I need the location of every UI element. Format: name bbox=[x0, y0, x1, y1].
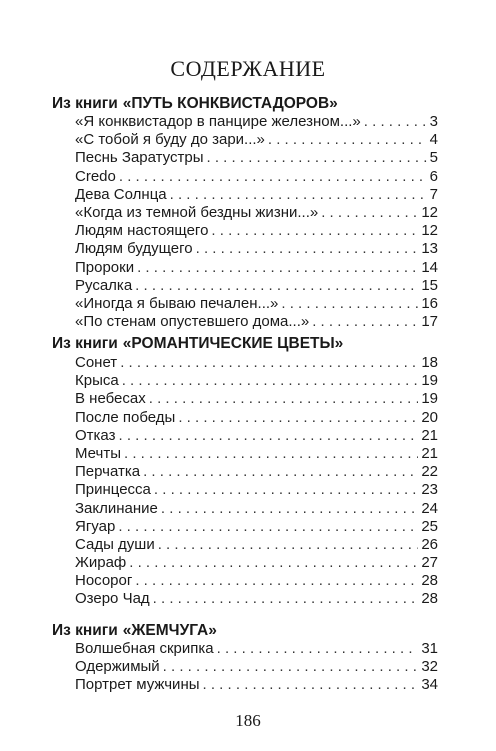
toc-entry bbox=[75, 295, 438, 313]
entry-title: «Когда из темной бездны жизни...» bbox=[75, 203, 319, 221]
entry-title: «Я конквистадор в панцире железном...» bbox=[75, 113, 361, 130]
entry-page: 24 bbox=[421, 499, 438, 517]
entry-title: Мечты bbox=[75, 444, 121, 462]
dot-leader bbox=[268, 131, 427, 149]
dot-leader bbox=[122, 372, 419, 390]
entry-page: 14 bbox=[421, 258, 438, 276]
entry-page: 26 bbox=[421, 535, 438, 553]
book-title: «ПУТЬ КОНКВИСТАДОРОВ» bbox=[122, 95, 338, 112]
dot-leader bbox=[118, 427, 418, 445]
toc-list bbox=[75, 354, 438, 609]
entry-title: Принцесса bbox=[75, 481, 151, 499]
toc-entry bbox=[75, 500, 438, 518]
entry-page: 7 bbox=[429, 185, 438, 203]
section-prefix: Из книги bbox=[52, 622, 118, 639]
toc-entry bbox=[75, 372, 438, 390]
entry-title: «Иногда я бываю печален...» bbox=[75, 294, 279, 312]
dot-leader bbox=[364, 113, 427, 131]
section-prefix: Из книги bbox=[52, 335, 118, 352]
entry-title: Людям настоящего bbox=[75, 222, 209, 240]
entry-title: В небесах bbox=[75, 390, 146, 408]
entry-page: 27 bbox=[421, 554, 438, 572]
toc-entry bbox=[75, 313, 438, 331]
dot-leader bbox=[119, 168, 427, 186]
entry-page: 18 bbox=[421, 354, 438, 371]
entry-page: 12 bbox=[421, 203, 438, 221]
entry-title: Крыса bbox=[75, 372, 119, 390]
entry-title: Носорог bbox=[75, 572, 133, 590]
toc-entry bbox=[75, 277, 438, 295]
entry-title: Портрет мужчины bbox=[75, 676, 200, 694]
entry-title: Волшебная скрипка bbox=[75, 640, 214, 657]
dot-leader bbox=[203, 676, 419, 694]
toc-entry bbox=[75, 536, 438, 554]
entry-title: Озеро Чад bbox=[75, 590, 150, 608]
entry-title: Дева Солнца bbox=[75, 185, 167, 203]
entry-page: 6 bbox=[429, 167, 438, 185]
dot-leader bbox=[211, 222, 418, 240]
toc-entry bbox=[75, 409, 438, 427]
dot-leader bbox=[120, 354, 418, 372]
entry-page: 25 bbox=[421, 517, 438, 535]
entry-title: Жираф bbox=[75, 554, 127, 572]
entry-title: Отказ bbox=[75, 426, 116, 444]
toc-entry bbox=[75, 640, 438, 658]
entry-title: После победы bbox=[75, 408, 176, 426]
dot-leader bbox=[154, 481, 418, 499]
entry-page: 28 bbox=[421, 572, 438, 590]
entry-page: 3 bbox=[429, 113, 438, 130]
entry-page: 4 bbox=[429, 131, 438, 149]
entry-page: 19 bbox=[421, 390, 438, 408]
toc-entry bbox=[75, 354, 438, 372]
entry-title: Credo bbox=[75, 167, 116, 185]
toc-entry bbox=[75, 113, 438, 131]
entry-page: 17 bbox=[421, 313, 438, 331]
entry-page: 22 bbox=[421, 463, 438, 481]
entry-page: 5 bbox=[429, 149, 438, 167]
entry-title: Песнь Заратустры bbox=[75, 149, 204, 167]
toc-entry bbox=[75, 222, 438, 240]
dot-leader bbox=[124, 445, 418, 463]
entry-page: 21 bbox=[421, 426, 438, 444]
entry-page: 28 bbox=[421, 590, 438, 608]
dot-leader bbox=[196, 240, 419, 258]
entry-page: 34 bbox=[421, 676, 438, 694]
dot-leader bbox=[207, 149, 427, 167]
toc-entry bbox=[75, 186, 438, 204]
dot-leader bbox=[161, 500, 418, 518]
dot-leader bbox=[281, 295, 418, 313]
section-heading bbox=[52, 95, 442, 113]
toc-list bbox=[75, 640, 438, 695]
entry-page: 32 bbox=[421, 658, 438, 676]
dot-leader bbox=[178, 409, 418, 427]
toc-entry bbox=[75, 390, 438, 408]
toc-entry bbox=[75, 590, 438, 608]
toc-entry bbox=[75, 427, 438, 445]
dot-leader bbox=[153, 590, 419, 608]
toc-entry bbox=[75, 554, 438, 572]
book-title: «ЖЕМЧУГА» bbox=[122, 622, 217, 639]
toc-entry bbox=[75, 518, 438, 536]
toc-entry bbox=[75, 463, 438, 481]
entry-title: Пророки bbox=[75, 258, 135, 276]
entry-title: Перчатка bbox=[75, 463, 141, 481]
dot-leader bbox=[135, 277, 418, 295]
section-prefix: Из книги bbox=[52, 95, 118, 112]
entry-title: «По стенам опустевшего дома...» bbox=[75, 313, 310, 331]
entry-page: 15 bbox=[421, 276, 438, 294]
toc-entry bbox=[75, 658, 438, 676]
dot-leader bbox=[217, 640, 419, 658]
toc-list bbox=[75, 113, 438, 331]
dot-leader bbox=[170, 186, 427, 204]
dot-leader bbox=[321, 204, 418, 222]
entry-page: 13 bbox=[421, 240, 438, 258]
entry-title: Сады души bbox=[75, 535, 155, 553]
section-heading bbox=[52, 622, 442, 640]
dot-leader bbox=[118, 518, 418, 536]
toc-entry bbox=[75, 204, 438, 222]
entry-page: 16 bbox=[421, 294, 438, 312]
toc-entry bbox=[75, 676, 438, 694]
entry-title: «С тобой я буду до зари...» bbox=[75, 131, 265, 149]
section-heading bbox=[52, 335, 442, 353]
entry-title: Ягуар bbox=[75, 517, 116, 535]
toc-entry bbox=[75, 240, 438, 258]
entry-title: Одержимый bbox=[75, 658, 160, 676]
dot-leader bbox=[135, 572, 418, 590]
toc-entry bbox=[75, 149, 438, 167]
entry-page: 21 bbox=[421, 444, 438, 462]
dot-leader bbox=[312, 313, 418, 331]
dot-leader bbox=[143, 463, 418, 481]
entry-page: 23 bbox=[421, 481, 438, 499]
toc-entry bbox=[75, 445, 438, 463]
entry-title: Русалка bbox=[75, 276, 133, 294]
dot-leader bbox=[163, 658, 419, 676]
dot-leader bbox=[129, 554, 418, 572]
toc-entry bbox=[75, 168, 438, 186]
entry-title: Людям будущего bbox=[75, 240, 193, 258]
entry-page: 31 bbox=[421, 640, 438, 657]
toc-entry bbox=[75, 572, 438, 590]
entry-page: 19 bbox=[421, 372, 438, 390]
entry-title: Заклинание bbox=[75, 499, 158, 517]
page-number: 186 bbox=[235, 711, 261, 730]
dot-leader bbox=[149, 390, 419, 408]
toc-entry bbox=[75, 259, 438, 277]
dot-leader bbox=[137, 259, 418, 277]
entry-page: 12 bbox=[421, 222, 438, 240]
book-title: «РОМАНТИЧЕСКИЕ ЦВЕТЫ» bbox=[122, 335, 344, 352]
page-title: СОДЕРЖАНИЕ bbox=[170, 56, 326, 81]
entry-page: 20 bbox=[421, 408, 438, 426]
dot-leader bbox=[158, 536, 419, 554]
toc-entry bbox=[75, 481, 438, 499]
toc-entry bbox=[75, 131, 438, 149]
entry-title: Сонет bbox=[75, 354, 118, 371]
